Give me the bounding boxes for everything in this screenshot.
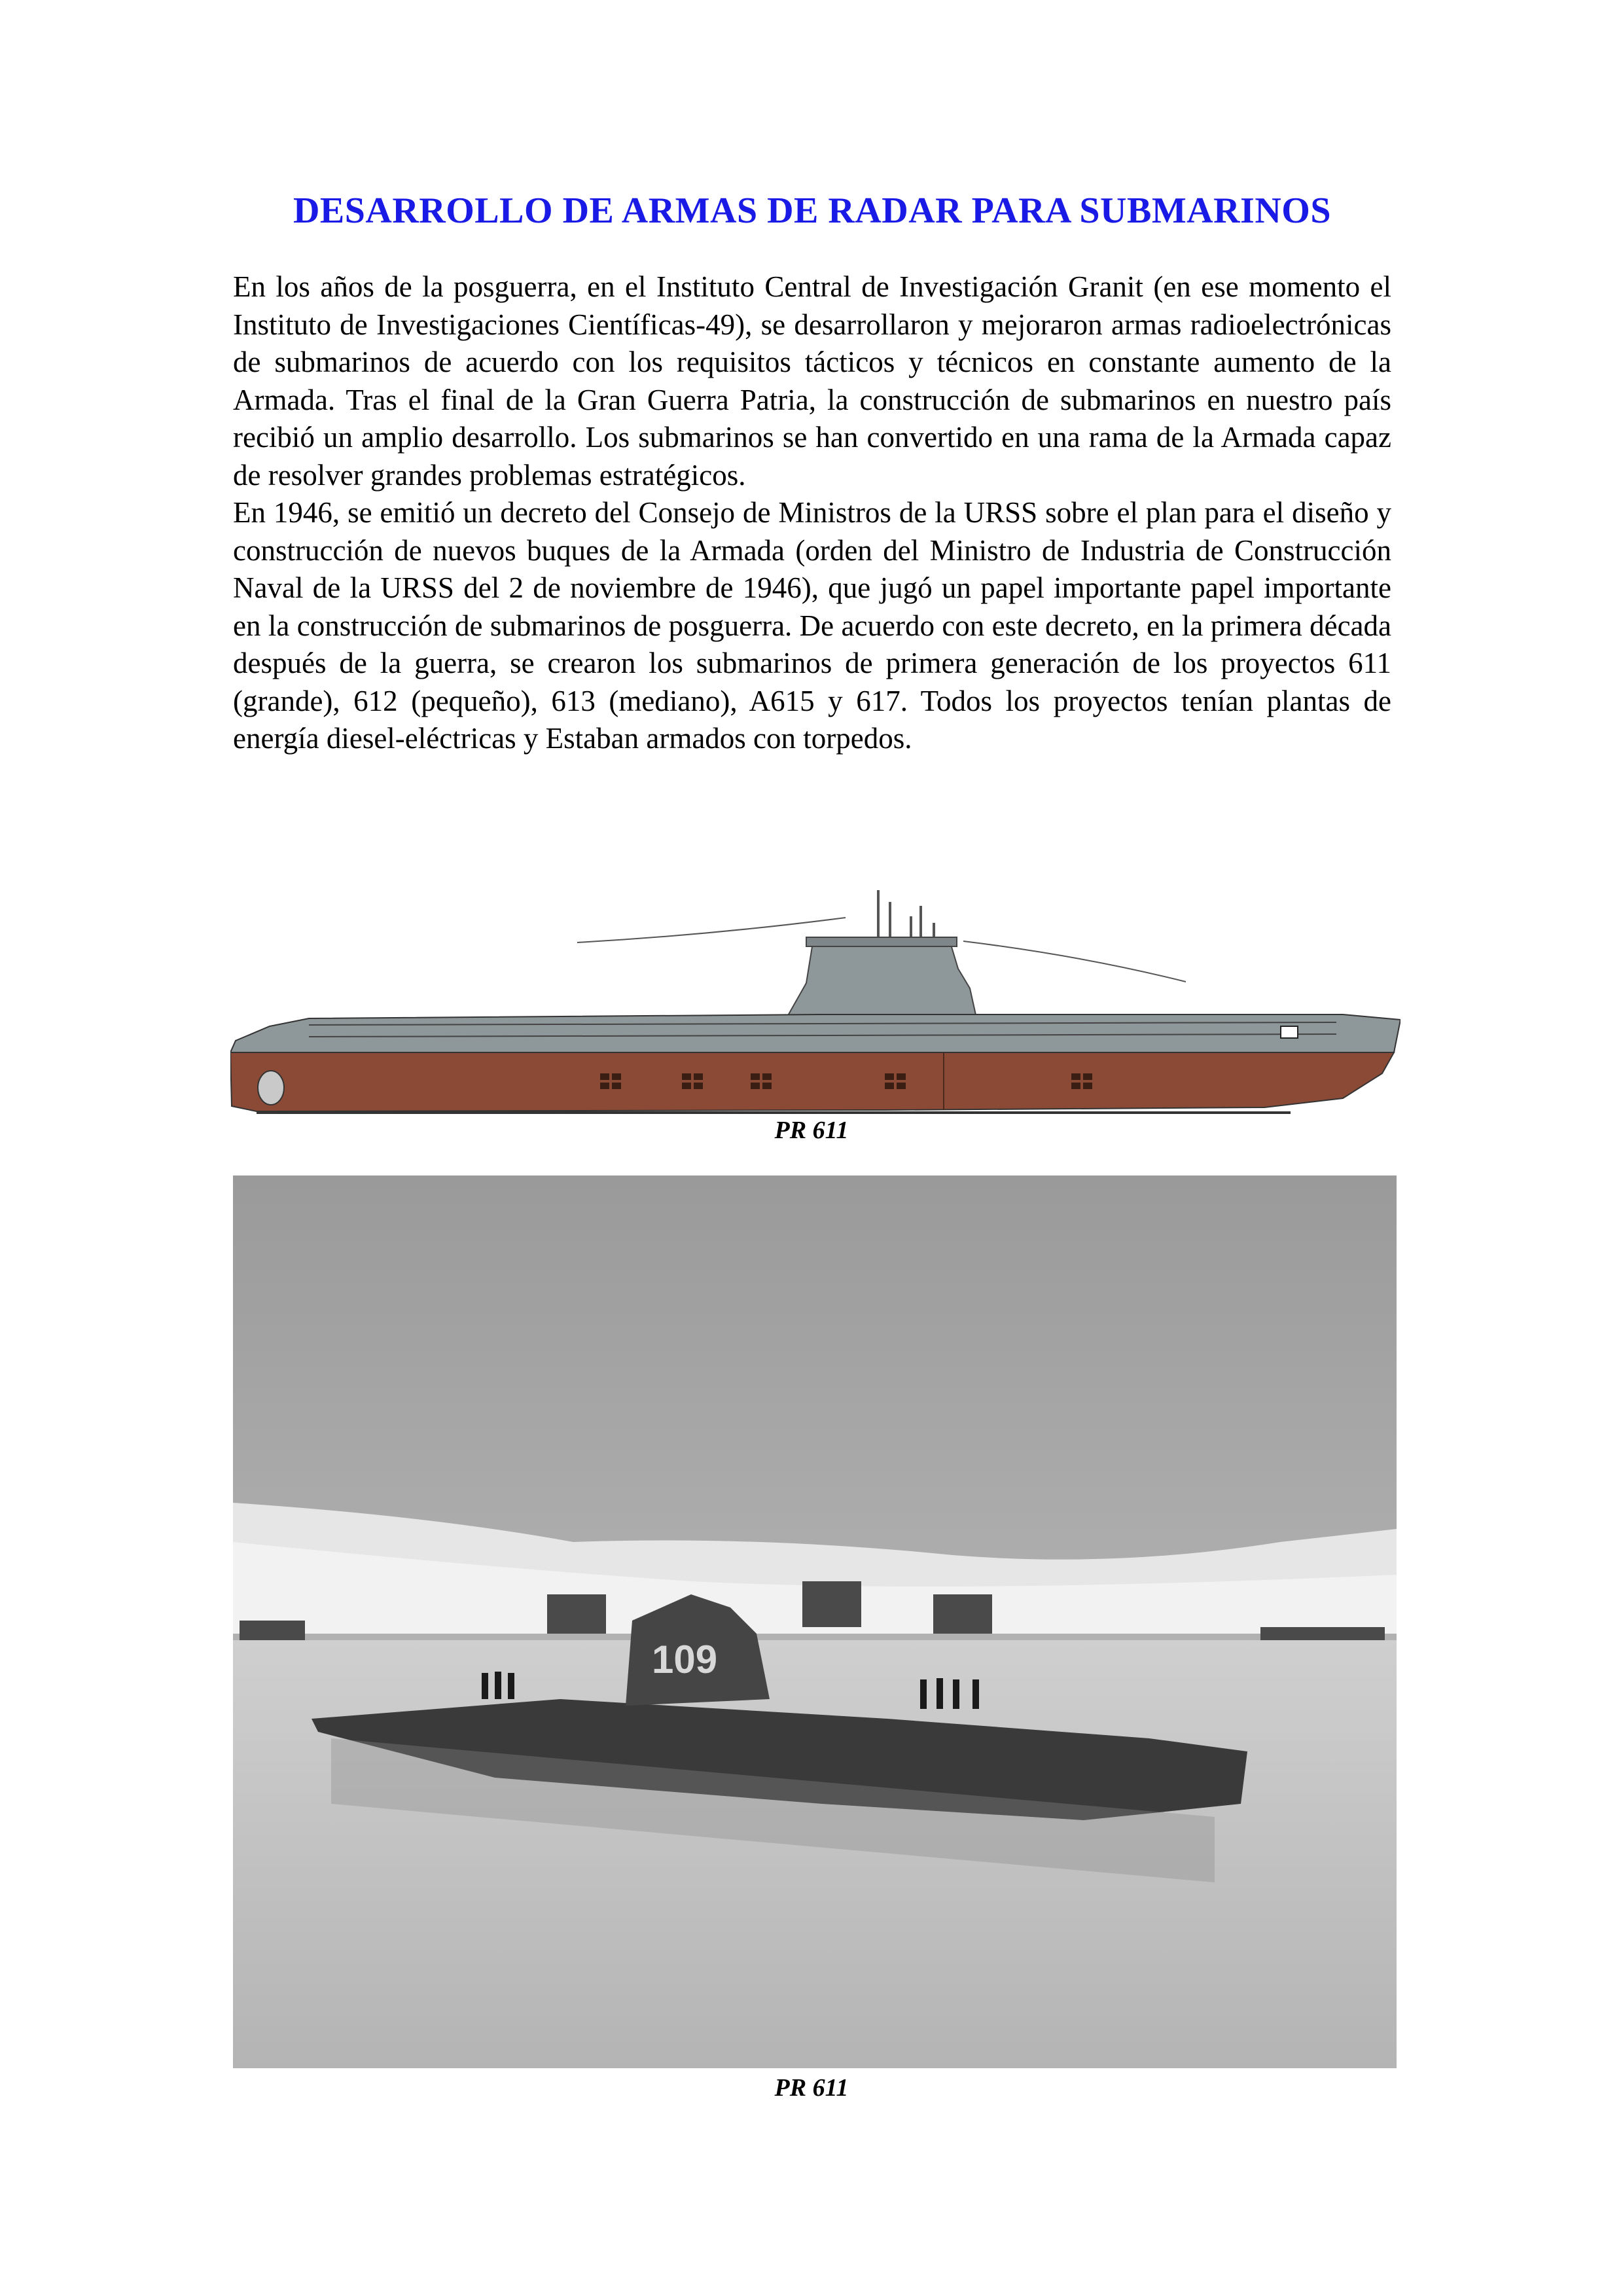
hull-lower	[230, 1052, 1394, 1111]
submarine-photograph	[233, 1175, 1397, 2068]
paragraph-2: En 1946, se emitió un decreto del Consejo de Ministros de la URSS sobre el plan para el diseño y construcción de nuevos buques de la Armada (orden del Ministro de Industria de Construcción Naval de la URSS del 2 de noviembre de 1946), que jugó un papel importante papel importante en la construcción de submarinos de posguerra. De acuerdo con este decreto, en la primera década después de la guerra, se crearon los submarinos de primera generación de los proyectos 611 (grande), 612 (pequeño), 613 (mediano), A615 y 617. Todos los proyectos tenían plantas de energía diesel-eléctricas y Estaban armados con torpedos.	[233, 496, 1391, 755]
hull-upper	[230, 1014, 1400, 1052]
paragraph-1: En los años de la posguerra, en el Instituto Central de Investigación Granit (en ese momento el Instituto de Investigaciones Científicas-49), se desarrollaron y mejoraron armas radioelectrónicas de submarinos de acuerdo con los requisitos tácticos y técnicos en constante aumento de la Armada. Tras el final de la Gran Guerra Patria, la construcción de submarinos en nuestro país recibió un amplio desarrollo. Los submarinos se han convertido en una rama de la Armada capaz de resolver grandes problemas estratégicos.	[233, 270, 1391, 492]
naval-ensign-icon	[1281, 1026, 1298, 1038]
masts	[878, 890, 934, 944]
bridge-top	[806, 937, 957, 946]
submarine-profile-drawing	[230, 877, 1400, 1126]
figure-2-caption: PR 611	[774, 2074, 849, 2102]
body-text	[233, 268, 1391, 758]
figure-1-caption: PR 611	[774, 1117, 849, 1144]
hull-number: 109	[652, 1638, 718, 1681]
propeller-icon	[258, 1071, 284, 1105]
page-title: DESARROLLO DE ARMAS DE RADAR PARA SUBMARINOS	[293, 190, 1331, 231]
conning-tower	[787, 942, 976, 1018]
